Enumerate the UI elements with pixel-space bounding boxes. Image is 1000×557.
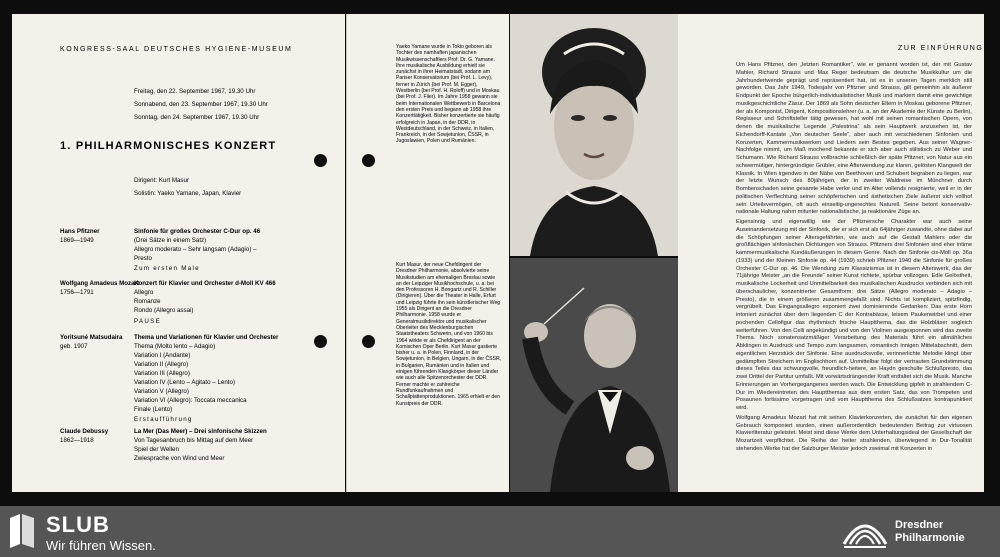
movement: Thema (Molto lento – Adagio): [134, 343, 216, 350]
movement: Variation I (Andante): [134, 352, 191, 359]
soloist-line: Solistin: Yaeko Yamane, Japan, Klavier: [134, 190, 242, 197]
paragraph: Wolfgang Amadeus Mozart hat mit seinen Klavierkonzerten, die zunächst für den eigenen Gebrauch komponiert wurden, einen außerordentlich bedeutenden Beitrag zur virtuosen Klavierliteratur geleistet. Meist sind diese Werke dem Unterhaltungsideal der Gesellschaft der Mozartzeit verpflichtet. Die Reihe der heiter strahlenden, überwiegend in Dur-Tonalität stehenden Werke hat der Salzburger Meister jedoch zweimal mit Konzerten in: [736, 414, 972, 452]
portrait-masur: [510, 258, 678, 492]
slub-logo-icon: [8, 514, 36, 548]
venue-heading: KONGRESS-SAAL DEUTSCHES HYGIENE-MUSEUM: [60, 46, 293, 53]
orchestra-name-line1: Dresdner: [895, 519, 944, 531]
punch-hole: [362, 335, 375, 348]
date-line: Sonntag, den 24. September 1967, 19.30 Uhr: [134, 114, 260, 121]
work-title: Thema und Variationen für Klavier und Orchester: [134, 334, 279, 341]
movement: Variation VI (Allegro): Toccata meccanica: [134, 397, 247, 404]
performance-note: Zum ersten Male: [134, 265, 200, 272]
conductor-line: Dirigent: Kurt Masur: [134, 177, 190, 184]
movement: Presto: [134, 255, 152, 262]
movement: Von Tagesanbruch bis Mittag auf dem Meer: [134, 437, 254, 444]
library-tagline: Wir führen Wissen.: [46, 538, 156, 553]
introduction-heading: ZUR EINFÜHRUNG: [898, 45, 984, 52]
movement: Variation III (Allegro): [134, 370, 190, 377]
composer-years: geb. 1907: [60, 343, 88, 350]
date-line: Freitag, den 22. September 1967, 19.30 Uhr: [134, 88, 256, 95]
movement: Zwiesprache von Wind und Meer: [134, 455, 225, 462]
composer-name: Yoritsuné Matsudaira: [60, 334, 123, 341]
pause-label: PAUSE: [134, 318, 162, 325]
movement: Variation II (Allegro): [134, 361, 189, 368]
library-name: SLUB: [46, 512, 110, 537]
composer-years: 1862—1918: [60, 437, 94, 444]
paragraph: Um Hans Pfitzner, den „letzten Romantiker“, wie er genannt worden ist, der mit Gustav Mahler, Richard Strauss und Max Reger bedeutsam die deutsche Musikkultur um die Jahrhundertwende geprägt und repräsentiert hat, ist es in unseren Tagen merklich still geworden. Das Jahr 1949, Todesjahr von Pfitzner und Strauss, gilt gemeinhin als äußerer Endpunkt der Epoche bürgerlich-individualistischer Musik und markiert damit eine gewichtige musikgeschichtliche Zäsur. Der 1869 als Sohn deutscher Eltern in Moskau geborene Pfitzner, der als Komponist, Dirigent, Kompositionslehrer (u. a. an der Akademie der Künste zu Berlin), Regisseur und Schriftsteller tätig gewesen, hat wohl mit seinen romantischen Opern, von denen die musikalische Legende „Palestrina“ als sein Hauptwerk anzusehen ist, der Eichendorff-Kantate „Von deutscher Seele“, aber auch mit verschiedenen Sinfonien und Konzerten, Kammermusikwerken und Liedern sein Bestes gegeben. Aus seiner Wagner-Nachfolge nimmt, um Maß mochend bekannte er sich aber auch stilistisch zu Weber und Schumann. Wie Richard Strauss vollbrachte schließlich der späte Pfitzner, von Natur aus ein schwermütiger, hintergründiger Grübler, eine Afterwendung zur klaren, gelösten Klangwelt der Klassik. In Wien irgendwo in der Nähe von Beethoven und Schubert begraben zu liegen, war der letzte Wunsch des 80jährigen, der in zweiter Waldreise im Münchner durch Bombenschaden seine gesamte Habe verlor und im Alter vollends resignierte, weil er in der politischen Verflechtung seiner schöpferischen und ästhetischen Ziele äußerst sich vollhof sein Urteilsvermögen, oft auch einseitig-ungerechtes Naturell. Seine betont konservativ-nationale Haltung nahm mitunter nationalistische, ja reaktionäre Züge an.: [736, 62, 972, 216]
punch-hole: [362, 154, 375, 167]
paragraph: Eigensinnig und eigenwillig wie der Pfitznersche Charakter war auch seine Auseinandersetzung mit der Sinfonik, der er sich erst als 64jähriger zuwandte, ohne dabei auf die Schöpfungen seiner Altersgefährten, wie auch auf die Gestalt Mahlers oder die großflächigen sinfonischen Dichtungen von Strauss. Pfitzners drei Sinfonien sind eher intime kammermusikalische Kundäußerungen in diesem Genre. Nach der Sinfonie cis-Moll op. 36a (1933) und der Kleinen Sinfonie op. 44 (1939) schrieb Pfitzner 1940 die Sinfonie für großes Orchester C-Dur op. 46. Die Wendung zum Klassizismus ist in diesem Alterswerk, das der 71jährige Meister „an die Freunde“ seiner Kunst richtete, spürbar vollzogen. Edle Gelöstheit, musikalische Lockerheit und Unmittelbarkeit des musikalischen Ausdrucks verbinden sich mit überschaulicher, konzentrierter Gesamtform: drei Sätze (Allegro moderato – Adagio – Presto), die in einem größeren zusammengefaßt sind. Nichts ist kompliziert, spitzfindig, vergrübelt. Das Eingangsallegro exponiert zwei dominierende Gedanken: Das erste Horn intoniert zunächst über dem liegenden C der Kontrabässe, leisem Paukenwirbel und einer pochenden Cellofigur das rhythmisch frische Hauptthema, das die Holzbläser sogleich weiterführen. Von den Celli angekündigt und von den Violinen ausgesponnen wird das zweite Thema. Noch sonatensatzmäßiger Verarbeitung des Materials führt ein allmähliches Abklingen in Ausdruck und Tempo zum langsamen, romantisch innigen Mittelabschnitt, dem eigentlichen Herzstück der Sinfonie. Eine ausdrucksvolle, verinnerlichte Melodie klingt über gedämpften Streichern im Englischhorn auf. Unmittelbar folgt der vertrauten Grundstimmung dieses Teiles das schwungvolle, freundlich-heitere, an Haydn geschulte Schlußpresto, das zwei Drittel der Partitur umfaßt. Mit vorwärtsdrängender Kraft entfaltet sich die Musik. Manche Erinnerungen an Vorhergegangenes werden wach. Die Entwicklung gipfelt in strahlendem C-Dur im Wiedereintreten des Hauptthemas aus dem ersten Satz, das von Trompeten und Posaunen fortissimo vorgetragen und vom Hauptthema des Schlußsatzes kontrapunktiert wird.: [736, 219, 972, 411]
masur-biography: Kurt Masur, der neue Chefdirigent der Dresdner Philharmonie, absolvierte seine Musikstudien am ehemaligen Breslau sowie an der Leipziger Musikhochschule, u. a. bei den Professoren H. Bongartz und R. Schiller (Dirigieren). Über die Theater in Halle, Erfurt und Leipzig führte ihn sein künstlerischer Weg 1955 als Dirigent an die Dresdner Philharmonie. 1958 wurde er Generalmusikdirektor und musikalischer Oberleiter des Mecklenburgischen Staatstheaters Schwerin, und von 1960 bis 1964 wirkte er als Chefdirigent an der Komischen Oper Berlin. Kurt Masur gastierte bisher u. a. in Polen, Finnland, in der Sowjetunion, in Belgien, Ungarn, in der ČSSR, in Bulgarien, Rumänien und in Italien und einigen führenden Klangkörper dieser Länder wie auch alle Spitzenorchester der DDR. Ferner machte er zahlreiche Rundfunkaufnahmen und Schallplattenproduktionen. 1965 erhielt er den Kunstpreis der DDR.: [396, 262, 502, 407]
dresdner-philharmonie-logo-icon: [842, 514, 888, 552]
composer-years: 1756—1791: [60, 289, 94, 296]
movement: Romanze: [134, 298, 161, 305]
movement: Allegro moderato – Sehr langsam (Adagio) –: [134, 246, 257, 253]
movement: Spiel der Wellen: [134, 446, 179, 453]
composer-name: Claude Debussy: [60, 428, 109, 435]
composer-name: Wolfgang Amadeus Mozart: [60, 280, 140, 287]
performance-note: Erstaufführung: [134, 416, 193, 423]
work-title: La Mer (Das Meer) – Drei sinfonische Skizzen: [134, 428, 267, 435]
orchestra-name: [895, 519, 965, 545]
punch-hole: [314, 154, 327, 167]
composer-years: 1869—1949: [60, 237, 94, 244]
concert-title: 1. PHILHARMONISCHES KONZERT: [60, 140, 277, 152]
introduction-text: [736, 62, 972, 456]
yamane-biography: Yaeko Yamane wurde in Tokio geboren als Tochter des namhaften japanischen Musikwissenschaftlers Prof. Dr. G. Yamane. Ihre musikalische Ausbildung erhielt sie zunächst in ihrer Heimatstadt, sodann am Pariser Konservatorium (bei Prof. L. Levy), ferner in Zürich (bei Prof. M. Egger), Westberlin (bei Prof. H. Roloff) und in Moskau (bei Prof. J. Flier). Im Jahre 1958 gewann sie beim Internationalen Wettbewerb in Barcelona den ersten Preis und begann ab 1958 ihre Konzerttätigkeit. Bisher konzertierte sie häufig erfolgreich in Japan, in der DDR, in Westdeutschland, in der Schweiz, in Italien, Frankreich, in der Sowjetunion, ČSSR, in Jugoslawien, Polen und Rumänien.: [396, 44, 501, 145]
punch-hole: [314, 335, 327, 348]
work-title: Konzert für Klavier und Orchester d-Moll KV 466: [134, 280, 276, 287]
composer-name: Hans Pfitzner: [60, 228, 100, 235]
orchestra-name-line2: Philharmonie: [895, 532, 965, 544]
movement: Finale (Lento): [134, 406, 173, 413]
date-line: Sonnabend, den 23. September 1967, 19.30 Uhr: [134, 101, 268, 108]
conductor-photo: [510, 258, 678, 492]
footer-bar: [0, 506, 1000, 557]
work-title: Sinfonie für großes Orchester C-Dur op. 46: [134, 228, 261, 235]
movement: (Drei Sätze in einem Satz): [134, 237, 207, 244]
movement: Variation IV (Lento – Agitato – Lento): [134, 379, 236, 386]
movement: Variation V (Allegro): [134, 388, 189, 395]
movement: Allegro: [134, 289, 154, 296]
soloist-photo: [510, 14, 678, 256]
movement: Rondo (Allegro assai): [134, 307, 194, 314]
portrait-yamane: [510, 14, 678, 256]
